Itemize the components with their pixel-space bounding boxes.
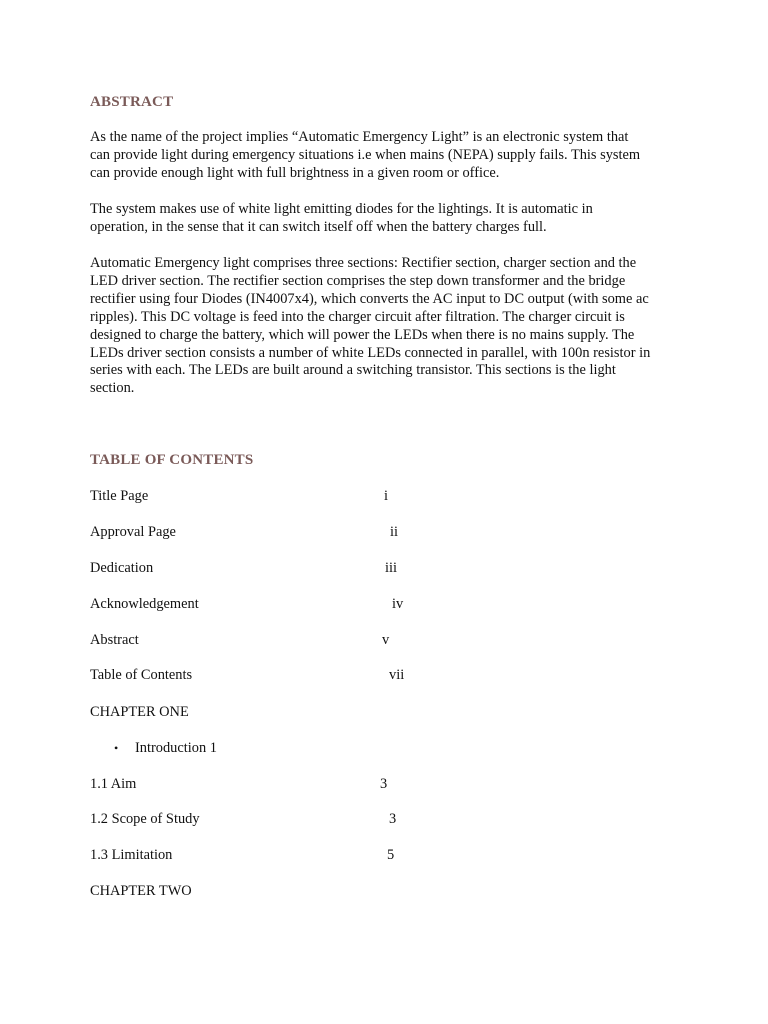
toc-entry-page: iii [385, 560, 397, 576]
toc-entry [90, 667, 590, 685]
toc-entry-label: Approval Page [90, 524, 176, 540]
toc-entry-page: 3 [389, 811, 397, 827]
toc-entry-page: ii [390, 524, 398, 540]
toc-entry-label: Introduction 1 [135, 740, 217, 756]
abstract-paragraph-2 [90, 201, 690, 237]
toc-chapter-label: CHAPTER ONE [90, 704, 189, 720]
paragraph-line: series with each. The LEDs are built around a switching transistor. This sections is the light [90, 362, 616, 379]
toc-entry-page: vii [389, 667, 405, 683]
toc-entry-label: 1.2 Scope of Study [90, 811, 200, 827]
paragraph-line: LEDs driver section consists a number of white LEDs connected in parallel, with 100n resistor in [90, 344, 651, 361]
toc-entry [90, 524, 590, 542]
toc-entry-label: Dedication [90, 560, 154, 576]
toc-entry-page: iv [392, 596, 404, 612]
toc-chapter [90, 704, 590, 722]
toc-entry [135, 740, 635, 758]
abstract-paragraph-1 [90, 129, 690, 183]
paragraph-line: As the name of the project implies “Automatic Emergency Light” is an electronic system that [90, 129, 629, 145]
paragraph-line: Automatic Emergency light comprises three sections: Rectifier section, charger section and the [90, 255, 637, 271]
toc-entry [90, 488, 590, 506]
paragraph-line: ripples). This DC voltage is feed into the charger circuit after filtration. The charger circuit is [90, 308, 625, 325]
toc-entry-page: 3 [380, 776, 388, 792]
toc-entry-label: Title Page [90, 488, 149, 504]
toc-entry [90, 847, 590, 865]
toc-entry [90, 811, 590, 829]
toc-entry-page: 5 [387, 847, 395, 863]
toc-entry [90, 632, 590, 650]
paragraph-line: can provide enough light with full brightness in a given room or office. [90, 164, 500, 181]
paragraph-line: operation, in the sense that it can switch itself off when the battery charges full. [90, 218, 547, 235]
toc-chapter [90, 883, 590, 901]
toc-entry-label: Table of Contents [90, 667, 193, 683]
paragraph-line: LED driver section. The rectifier section comprises the step down transformer and the bridge [90, 272, 626, 289]
abstract-paragraph-3 [90, 255, 690, 398]
toc-entry-label: 1.3 Limitation [90, 847, 173, 863]
paragraph-line: can provide light during emergency situations i.e when mains (NEPA) supply fails. This system [90, 146, 641, 163]
paragraph-line: section. [90, 380, 135, 397]
toc-entry-page: v [382, 632, 390, 648]
abstract-heading: ABSTRACT [90, 94, 174, 110]
toc-entry [90, 560, 590, 578]
toc-entry [90, 776, 590, 794]
toc-chapter-label: CHAPTER TWO [90, 883, 192, 899]
toc-heading: TABLE OF CONTENTS [90, 452, 254, 468]
toc-entry-label: Acknowledgement [90, 596, 199, 612]
paragraph-line: designed to charge the battery, which will power the LEDs when there is no mains supply. The [90, 326, 635, 343]
paragraph-line: rectifier using four Diodes (IN4007x4), which converts the AC input to DC output (with some ac [90, 290, 649, 307]
paragraph-line: The system makes use of white light emitting diodes for the lightings. It is automatic in [90, 201, 593, 217]
toc-entry-page: i [384, 488, 388, 504]
toc-entry-label: Abstract [90, 632, 139, 648]
toc-entry [90, 596, 590, 614]
toc-entry-label: 1.1 Aim [90, 776, 137, 792]
bullet-icon: • [114, 741, 119, 755]
